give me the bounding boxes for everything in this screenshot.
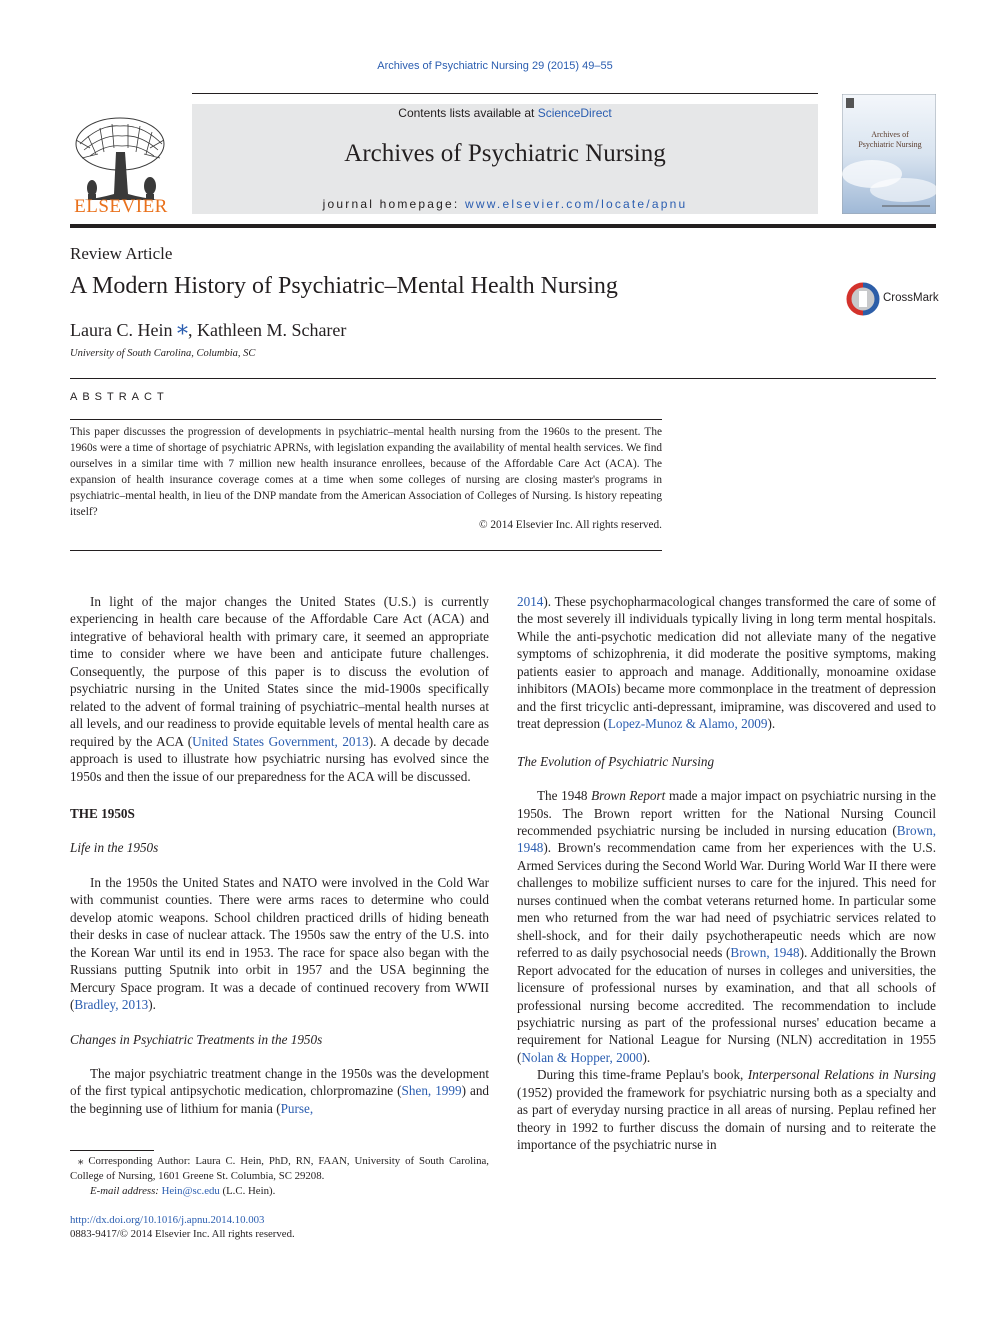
footnote-rule — [70, 1150, 154, 1151]
email-link[interactable]: Hein@sc.edu — [161, 1185, 220, 1197]
paragraph-life-1950s — [70, 874, 489, 1014]
cover-art — [842, 94, 936, 214]
article-type: Review Article — [70, 244, 173, 263]
ref-purse-2014-start[interactable]: Purse, — [280, 1100, 314, 1116]
crossmark-label: CrossMark — [883, 292, 939, 304]
abstract-copyright: © 2014 Elsevier Inc. All rights reserved. — [478, 519, 662, 531]
header-thick-rule — [70, 224, 936, 228]
cover-title-line-2: Psychiatric Nursing — [858, 140, 922, 149]
contents-prefix: Contents lists available at — [398, 106, 538, 120]
author-list — [70, 316, 346, 342]
journal-cover-thumbnail[interactable] — [842, 94, 936, 214]
ref-nolan-hopper-2000[interactable]: Nolan & Hopper, 2000 — [521, 1049, 643, 1065]
body-column-right — [517, 593, 936, 1154]
ref-lopez-munoz-2009[interactable]: Lopez-Munoz & Alamo, 2009 — [607, 716, 768, 732]
corresponding-author-mark[interactable]: ⁎ — [176, 314, 188, 339]
life-text-a: In the 1950s the United States and NATO were involved in the Cold War with communist counties. There were arms races to determine who could develop atomic weapons. School children practiced drills of hiding beneath their desks in case of nuclear attack. The 1950s saw the entry of the U.S. into the Korean War until its end in 1953. The race for space also began with the Russians putting Sputnik into orbit in 1957 and the USA beginning the Mercury Space program. It was a decade of continued recovery from WWII ( — [70, 874, 489, 1013]
elsevier-wordmark[interactable]: ELSEVIER — [74, 196, 168, 217]
brown-text-e: ). — [642, 1049, 651, 1065]
paragraph-treatments — [70, 1065, 489, 1117]
ref-brown-1948-a[interactable]: Brown, 1948 — [517, 822, 936, 856]
article-title: A Modern History of Psychiatric–Mental Health Nursing — [70, 273, 618, 299]
sciencedirect-link[interactable]: ScienceDirect — [537, 106, 612, 120]
peplau-book-title: Interpersonal Relations in Nursing — [747, 1067, 936, 1083]
ref-purse-2014-end[interactable]: 2014 — [517, 594, 544, 609]
doi-link[interactable]: http://dx.doi.org/10.1016/j.apnu.2014.10.003 — [70, 1214, 265, 1226]
author-2: Kathleen M. Scharer — [196, 320, 347, 340]
email-label: E-mail address: — [90, 1185, 162, 1197]
brown-text-d: ). Additionally the Brown Report advocated for the education of nurses in colleges and universities, the licensure of professional nurses by examination, and that all schools of professional nursing become accredited. The recommendation to include psychiatric nursing as part of the professional nurses' education became a requirement for National League for Nursing (NLN) accreditation in 1955 ( — [517, 945, 937, 1065]
brown-text-c: ). Brown's recommendation came from her experiences with the U.S. Armed Services during the Second World War. During World War II there were challenges to mobilize sufficient nurses to care for the injured. This need for nurses continued when the combat veterans returned home. In particular some men who returned from the war had need of psychiatric services related to shell-shock, and for their daily psychotherapeutic needs which are now referred to as daily psychosocial needs ( — [517, 840, 936, 961]
crossmark-icon — [846, 282, 880, 316]
footnote-corresponding-author — [70, 1154, 489, 1199]
brown-text-b: made a major impact on psychiatric nursing in the 1950s. The Brown report written for the National Nursing Council recommended psychiatric nursing be included in nursing education ( — [517, 788, 936, 838]
abstract-heading: ABSTRACT — [70, 391, 169, 403]
paragraph-psychopharm — [517, 593, 936, 733]
abstract-heading-rule — [70, 419, 662, 420]
body-column-left — [70, 593, 489, 1117]
subsection-life-1950s: Life in the 1950s — [70, 840, 159, 856]
crossmark-badge[interactable] — [846, 282, 938, 316]
psychopharm-text-b: ). — [767, 716, 776, 732]
journal-homepage — [192, 197, 818, 211]
psychopharm-text-a: ). These psychopharmacological changes transformed the care of some of the most severely ill individuals typically living in long term mental hospitals. While the anti-psychotic medication did not alleviate many of the negative symptoms of schizophrenia, it did moderate the positive symptoms, making patients easier to approach and manage. Additionally, monoamine oxidase inhibitors (MAOIs) became more commonplace in the treatment of depression and the first tricyclic anti-depressant, imipramine, was discovered and used to treat depression ( — [517, 594, 936, 732]
brown-report-title: Brown Report — [591, 788, 666, 804]
ref-bradley-2013[interactable]: Bradley, 2013 — [74, 997, 149, 1013]
ref-shen-1999[interactable]: Shen, 1999 — [401, 1083, 462, 1099]
life-text-b: ). — [148, 997, 156, 1013]
issn-copyright: 0883-9417/© 2014 Elsevier Inc. All rights reserved. — [70, 1228, 295, 1240]
section-heading-1950s: THE 1950S — [70, 805, 135, 821]
journal-citation[interactable]: Archives of Psychiatric Nursing 29 (2015) 49–55 — [377, 60, 613, 72]
treatments-text-b: ) and the beginning use of lithium for mania ( — [70, 1083, 490, 1116]
footnote-corresponding-text: Corresponding Author: Laura C. Hein, PhD, RN, FAAN, University of South Carolina, College of Nursing, 1601 Greene St. Columbia, SC 29208. — [70, 1155, 489, 1182]
subsection-changes-treatments: Changes in Psychiatric Treatments in the 1950s — [70, 1031, 323, 1047]
author-1: Laura C. Hein — [70, 320, 173, 340]
paragraph-brown-report — [517, 787, 936, 1066]
contents-availability — [192, 106, 818, 120]
subsection-evolution: The Evolution of Psychiatric Nursing — [517, 753, 715, 769]
brown-text-a: The 1948 — [537, 788, 592, 804]
treatments-text-a: The major psychiatric treatment change in the 1950s was the development of the first typical antipsychotic medication, chlorpromazine ( — [70, 1065, 489, 1099]
abstract-text: This paper discusses the progression of developments in psychiatric–mental health nursing from the 1960s to the present. The 1960s were a time of shortage of psychiatric APRNs, with legislation expanding the availability of mental health services. We find ourselves in a similar time with 7 million new health insurance enrollees, because of the Affordable Care Act (ACA). The expansion of health insurance coverage comes at a time when some colleges of nursing are closing master's programs in psychiatric–mental health, in lieu of the DNP mandate from the American Association of Colleges of Nursing. Is history repeating itself? — [70, 426, 662, 519]
journal-title: Archives of Psychiatric Nursing — [344, 140, 666, 167]
peplau-text-a: During this time-frame Peplau's book, — [537, 1067, 748, 1083]
paragraph-peplau — [517, 1066, 936, 1153]
abstract-top-rule — [70, 378, 936, 379]
author-affiliation: University of South Carolina, Columbia, SC — [70, 348, 256, 359]
homepage-link[interactable]: www.elsevier.com/locate/apnu — [464, 197, 688, 211]
peplau-text-b: (1952) provided the framework for psychiatric nursing both as a specialty and as part of everyday nursing practice in all areas of nursing. Peplau refined her theory in 1992 to further discuss the domain of nursing and to reiterate the importance of the psychiatric nurse in — [517, 1084, 936, 1153]
ref-brown-1948-b[interactable]: Brown, 1948 — [730, 945, 800, 961]
intro-text-a: In light of the major changes the United States (U.S.) is currently experiencing in health care because of the Affordable Care Act (ACA) and integrative of behavioral health with primary care, it seemed an appropriate time to consider where we have been and anticipate future challenges. Consequently, the purpose of this paper is to discuss the evolution of psychiatric nursing in the United States since the mid-1900s specifically related to the advent of formal training of psychiatric–mental health nurses at all levels, and our readiness to provide equitable levels of mental health care as required by the ACA ( — [70, 594, 489, 749]
intro-text-b: ). A decade by decade approach is used to illustrate how psychiatric nursing has evolved since the 1950s and then the issue of our preparedness for the ACA will be discussed. — [70, 733, 489, 784]
abstract-bottom-rule — [70, 550, 662, 551]
ref-us-government-2013[interactable]: United States Government, 2013 — [192, 733, 369, 749]
homepage-prefix: journal homepage: — [322, 197, 465, 211]
paragraph-intro — [70, 593, 489, 785]
header-top-rule — [192, 93, 818, 94]
cover-title-line-1: Archives of — [871, 130, 909, 139]
footnote-mark: ⁎ — [78, 1155, 84, 1167]
author-separator: , — [187, 320, 197, 340]
email-suffix: (L.C. Hein). — [219, 1185, 276, 1197]
